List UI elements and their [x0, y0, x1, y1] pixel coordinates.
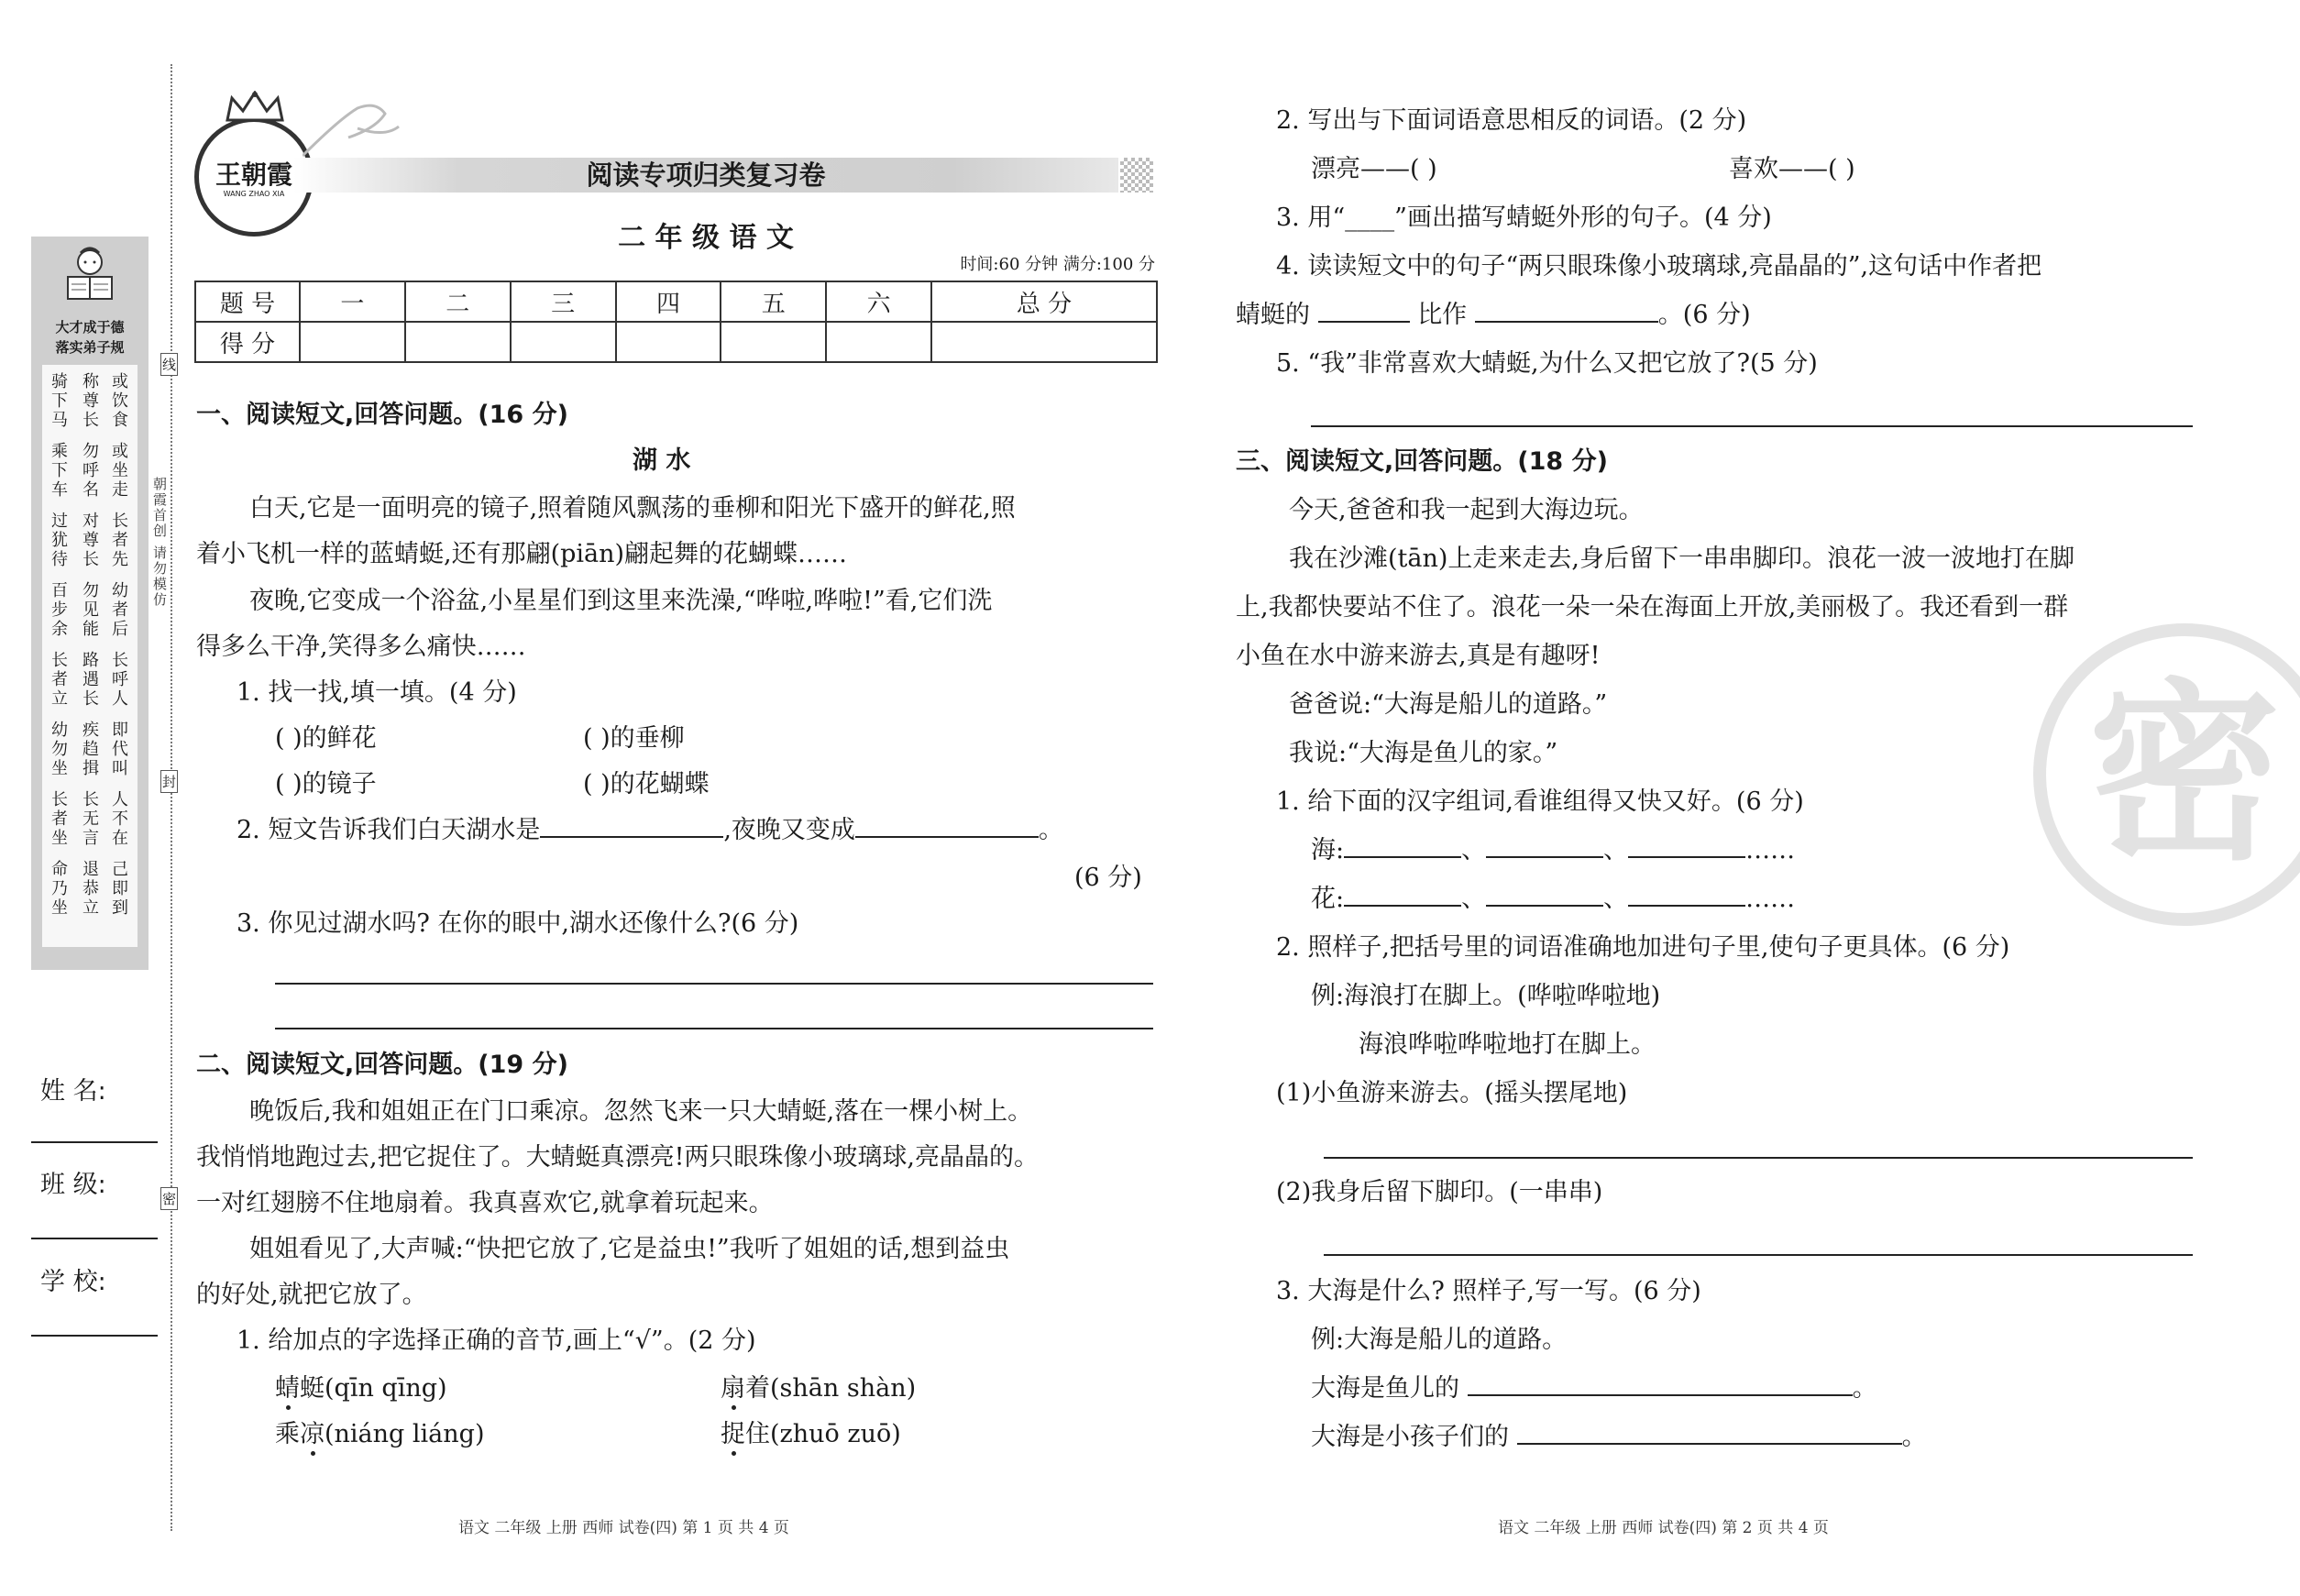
dizigui-phrase: 长呼人 — [109, 651, 128, 709]
school-label: 学 校: — [40, 1268, 106, 1296]
passage-1-line: 白天,它是一面明亮的镜子,照着随风飘荡的垂柳和阳光下盛开的鲜花,照 — [249, 494, 1016, 523]
score-row-label: 得 分 — [195, 322, 300, 362]
fill-blank-item[interactable]: ( )的垂柳 — [583, 724, 685, 753]
subject-subtitle: 二 年 级 语 文 — [618, 222, 794, 254]
name-field-line[interactable] — [31, 1141, 158, 1143]
fill-sentence — [1311, 1370, 1877, 1407]
question-2-4-cont — [1236, 297, 1751, 334]
binding-side-note: 朝霞首创 请勿模仿 — [151, 477, 168, 608]
dizigui-phrase: 幼勿坐 — [49, 721, 68, 778]
score-cell-header: 三 — [511, 281, 616, 322]
section-1-title: 一、阅读短文,回答问题。(16 分) — [196, 401, 568, 429]
question-2-4: 4. 读读短文中的句子“两只眼珠像小玻璃球,亮晶晶的”,这句话中作者把 — [1276, 252, 2042, 281]
score-cell-header: 五 — [721, 281, 826, 322]
passage-2-line: 一对红翅膀不住地扇着。我真喜欢它,就拿着玩起来。 — [196, 1189, 774, 1217]
answer-blank[interactable] — [1486, 832, 1603, 858]
question-3-2: 2. 照样子,把括号里的词语准确地加进句子里,使句子更具体。(6 分) — [1276, 933, 2010, 962]
score-table — [194, 281, 1158, 363]
separator: 、 — [1603, 885, 1629, 913]
question-2-5: 5. “我”非常喜欢大蜻蜓,为什么又把它放了?(5 分) — [1276, 349, 1818, 378]
crown-icon — [223, 91, 287, 124]
word-group-char: 花: — [1311, 885, 1345, 913]
score-input-cell[interactable] — [931, 322, 1157, 362]
question-3-2-2: (2)我身后留下脚印。(一串串) — [1276, 1178, 1603, 1206]
separator: 、 — [1603, 836, 1629, 864]
answer-blank[interactable] — [1468, 1370, 1853, 1396]
dizigui-phrase: 骑下马 — [49, 372, 68, 430]
question-3-3: 3. 大海是什么? 照样子,写一写。(6 分) — [1276, 1277, 1701, 1305]
score-cell-header: 六 — [826, 281, 931, 322]
example-line: 例:海浪打在脚上。(哗啦哗啦地) — [1311, 982, 1661, 1010]
question-3-1: 1. 给下面的汉字组词,看谁组得又快又好。(6 分) — [1276, 787, 1804, 816]
passage-2-line: 姐姐看见了,大声喊:“快把它放了,它是益虫!”我听了姐姐的话,想到益虫 — [249, 1235, 1010, 1263]
dizigui-phrase: 称尊长 — [80, 372, 99, 430]
dizigui-phrase: 勿见能 — [80, 581, 99, 639]
logo-subtext: WANG ZHAO XIA — [223, 190, 285, 198]
dizigui-phrase: 人不在 — [109, 790, 128, 848]
answer-blank[interactable] — [540, 812, 723, 838]
separator: 、 — [1461, 836, 1487, 864]
dizigui-phrase: 长者坐 — [49, 790, 68, 848]
ellipsis: …… — [1745, 885, 1796, 913]
answer-line[interactable] — [1311, 425, 2193, 427]
seal-mark-close: 密 — [160, 1187, 178, 1210]
question-2-4-text: 蜻蜓的 — [1236, 301, 1310, 329]
score-input-cell[interactable] — [721, 322, 826, 362]
answer-blank[interactable] — [1517, 1419, 1902, 1445]
dizigui-phrase: 或饮食 — [109, 372, 128, 430]
dizigui-phrase: 即代叫 — [109, 721, 128, 778]
passage-3-line: 爸爸说:“大海是船儿的道路。” — [1289, 690, 1608, 719]
question-1-2-score: (6 分) — [1074, 864, 1142, 892]
watermark-char: 密 — [2087, 662, 2281, 886]
score-cell-label: 题 号 — [195, 281, 300, 322]
passage-2-line: 晚饭后,我和姐姐正在门口乘凉。忽然飞来一只大蜻蜓,落在一棵小树上。 — [249, 1097, 1033, 1126]
question-1-2-text: 。 — [1038, 816, 1063, 844]
poem-title: 湖 水 — [633, 446, 691, 475]
dizigui-phrase: 对尊长 — [80, 512, 99, 569]
answer-line[interactable] — [275, 1028, 1153, 1029]
score-cell-header: 二 — [405, 281, 511, 322]
antonym-blank[interactable]: 喜欢——( ) — [1729, 155, 1855, 183]
logo-text: 王朝霞 — [215, 160, 292, 190]
dizigui-phrase: 退恭立 — [80, 860, 99, 918]
score-cell-header: 总 分 — [931, 281, 1157, 322]
pinyin-choice[interactable] — [721, 1370, 916, 1407]
question-2-3: 3. 用“____”画出描写蜻蜓外形的句子。(4 分) — [1276, 204, 1772, 232]
dotted-char: 蜻 — [275, 1374, 300, 1403]
plain-char: 乘 — [275, 1420, 300, 1448]
answer-blank[interactable] — [1318, 297, 1410, 323]
period: 。 — [1852, 1374, 1877, 1403]
passage-1-line: 夜晚,它变成一个浴盆,小星星们到这里来洗澡,“哗啦,哗啦!”看,它们洗 — [249, 587, 993, 615]
word-group-row — [1311, 881, 1795, 918]
answer-blank[interactable] — [855, 812, 1039, 838]
example-answer: 海浪哗啦哗啦地打在脚上。 — [1359, 1030, 1656, 1059]
question-2-1: 1. 给加点的字选择正确的音节,画上“√”。(2 分) — [237, 1326, 756, 1355]
fill-blank-item[interactable]: ( )的鲜花 — [275, 724, 377, 753]
question-1-1: 1. 找一找,填一填。(4 分) — [237, 678, 517, 707]
dizigui-phrase: 勿呼名 — [80, 442, 99, 500]
passage-3-line: 我在沙滩(tān)上走来走去,身后留下一串串脚印。浪花一波一波地打在脚 — [1289, 545, 2074, 573]
pinyin-options: 蜓(qīn qīng) — [300, 1374, 447, 1403]
fill-sentence-text: 大海是鱼儿的 — [1311, 1374, 1459, 1403]
pinyin-options: 着(shān shàn) — [745, 1374, 917, 1403]
name-label: 姓 名: — [40, 1077, 106, 1106]
question-2-4-text: 比作 — [1417, 301, 1468, 329]
dotted-char: 扇 — [721, 1374, 745, 1403]
dotted-char: 捉 — [721, 1420, 745, 1448]
fill-blank-item[interactable]: ( )的花蝴蝶 — [583, 770, 710, 798]
answer-blank[interactable] — [1344, 881, 1461, 907]
dizigui-phrase: 长无言 — [80, 790, 99, 848]
answer-line[interactable] — [1324, 1157, 2193, 1159]
section-3-title: 三、阅读短文,回答问题。(18 分) — [1236, 447, 1608, 476]
passage-1-line: 得多么干净,笑得多么痛快…… — [196, 633, 526, 661]
pinyin-choice[interactable] — [721, 1416, 901, 1453]
dizigui-phrase: 己即到 — [109, 860, 128, 918]
fill-blank-item[interactable]: ( )的镜子 — [275, 770, 377, 798]
word-group-row — [1311, 832, 1795, 869]
dizigui-phrase: 路遇长 — [80, 651, 99, 709]
seal-mark-seal: 封 — [160, 770, 178, 793]
word-group-char: 海: — [1311, 836, 1345, 864]
answer-blank[interactable] — [1475, 297, 1658, 323]
dotted-char: 凉 — [300, 1420, 325, 1448]
dizigui-phrase: 或坐走 — [109, 442, 128, 500]
dizigui-phrase: 命乃坐 — [49, 860, 68, 918]
dizigui-phrase: 幼者后 — [109, 581, 128, 639]
answer-blank[interactable] — [1344, 832, 1461, 858]
banner-checker — [1120, 158, 1153, 193]
seal-mark-line: 线 — [160, 353, 178, 376]
passage-3-line: 今天,爸爸和我一起到大海边玩。 — [1289, 496, 1644, 524]
watermark-seal — [2033, 623, 2300, 926]
dizigui-phrase: 长者立 — [49, 651, 68, 709]
banner-title: 阅读专项归类复习卷 — [586, 160, 826, 191]
time-info: 时间:60 分钟 满分:100 分 — [960, 255, 1155, 274]
question-1-2 — [237, 812, 1063, 849]
example-line: 例:大海是船儿的道路。 — [1311, 1326, 1568, 1354]
score-cell-header: 一 — [300, 281, 405, 322]
score-input-cell[interactable] — [405, 322, 511, 362]
period: 。 — [1901, 1423, 1927, 1451]
passage-2-line: 的好处,就把它放了。 — [196, 1281, 427, 1309]
class-label: 班 级: — [40, 1171, 106, 1199]
page-footer-left: 语文 二年级 上册 西师 试卷(四) 第 1 页 共 4 页 — [458, 1519, 789, 1537]
passage-3-line: 上,我都快要站不住了。浪花一朵一朵在海面上开放,美丽极了。我还看到一群 — [1236, 593, 2069, 622]
reading-child-icon — [53, 244, 127, 308]
dizigui-phrase: 疾趋揖 — [80, 721, 99, 778]
score-input-cell[interactable] — [511, 322, 616, 362]
score-input-cell[interactable] — [300, 322, 405, 362]
question-1-3: 3. 你见过湖水吗? 在你的眼中,湖水还像什么?(6 分) — [237, 909, 799, 938]
pinyin-choice[interactable] — [275, 1416, 485, 1453]
answer-blank[interactable] — [1628, 832, 1745, 858]
question-2-4-text: 。(6 分) — [1657, 301, 1751, 329]
fill-sentence — [1311, 1419, 1927, 1456]
answer-blank[interactable] — [1486, 881, 1603, 907]
class-field-line[interactable] — [31, 1238, 158, 1239]
dizigui-phrase: 乘下车 — [49, 442, 68, 500]
score-input-cell[interactable] — [826, 322, 931, 362]
score-table-score-row — [195, 322, 1157, 362]
school-field-line[interactable] — [31, 1335, 158, 1337]
pinyin-choice[interactable] — [275, 1370, 447, 1407]
answer-line[interactable] — [275, 983, 1153, 985]
score-cell-header: 四 — [616, 281, 721, 322]
fill-sentence-text: 大海是小孩子们的 — [1311, 1423, 1509, 1451]
pinyin-options: (niáng liáng) — [325, 1420, 485, 1448]
score-table-header-row — [195, 281, 1157, 322]
sidebar-slogan-1: 大才成于德 — [55, 319, 125, 336]
sidebar-slogan-2: 落实弟子规 — [55, 339, 125, 356]
answer-blank[interactable] — [1628, 881, 1745, 907]
answer-line[interactable] — [1324, 1254, 2193, 1256]
passage-3-line: 小鱼在水中游来游去,真是有趣呀! — [1236, 642, 1601, 670]
antonym-blank[interactable]: 漂亮——( ) — [1311, 155, 1437, 183]
question-1-2-text: 2. 短文告诉我们白天湖水是 — [237, 816, 541, 844]
separator: 、 — [1461, 885, 1487, 913]
dizigui-phrase: 长者先 — [109, 512, 128, 569]
dizigui-phrase: 百步余 — [49, 581, 68, 639]
binding-dotted-line — [171, 64, 172, 1531]
dizigui-phrase: 过犹待 — [49, 512, 68, 569]
question-1-2-text: ,夜晚又变成 — [723, 816, 855, 844]
question-3-2-1: (1)小鱼游来游去。(摇头摆尾地) — [1276, 1079, 1628, 1107]
score-input-cell[interactable] — [616, 322, 721, 362]
section-2-title: 二、阅读短文,回答问题。(19 分) — [196, 1051, 568, 1079]
pinyin-options: 住(zhuō zuō) — [745, 1420, 901, 1448]
question-2-2: 2. 写出与下面词语意思相反的词语。(2 分) — [1276, 106, 1747, 135]
passage-2-line: 我悄悄地跑过去,把它捉住了。大蜻蜓真漂亮!两只眼珠像小玻璃球,亮晶晶的。 — [196, 1143, 1040, 1172]
passage-1-line: 着小飞机一样的蓝蜻蜓,还有那翩(piān)翩起舞的花蝴蝶…… — [196, 540, 848, 568]
ellipsis: …… — [1745, 836, 1796, 864]
page-footer-right: 语文 二年级 上册 西师 试卷(四) 第 2 页 共 4 页 — [1498, 1519, 1829, 1537]
passage-3-line: 我说:“大海是鱼儿的家。” — [1289, 739, 1558, 767]
